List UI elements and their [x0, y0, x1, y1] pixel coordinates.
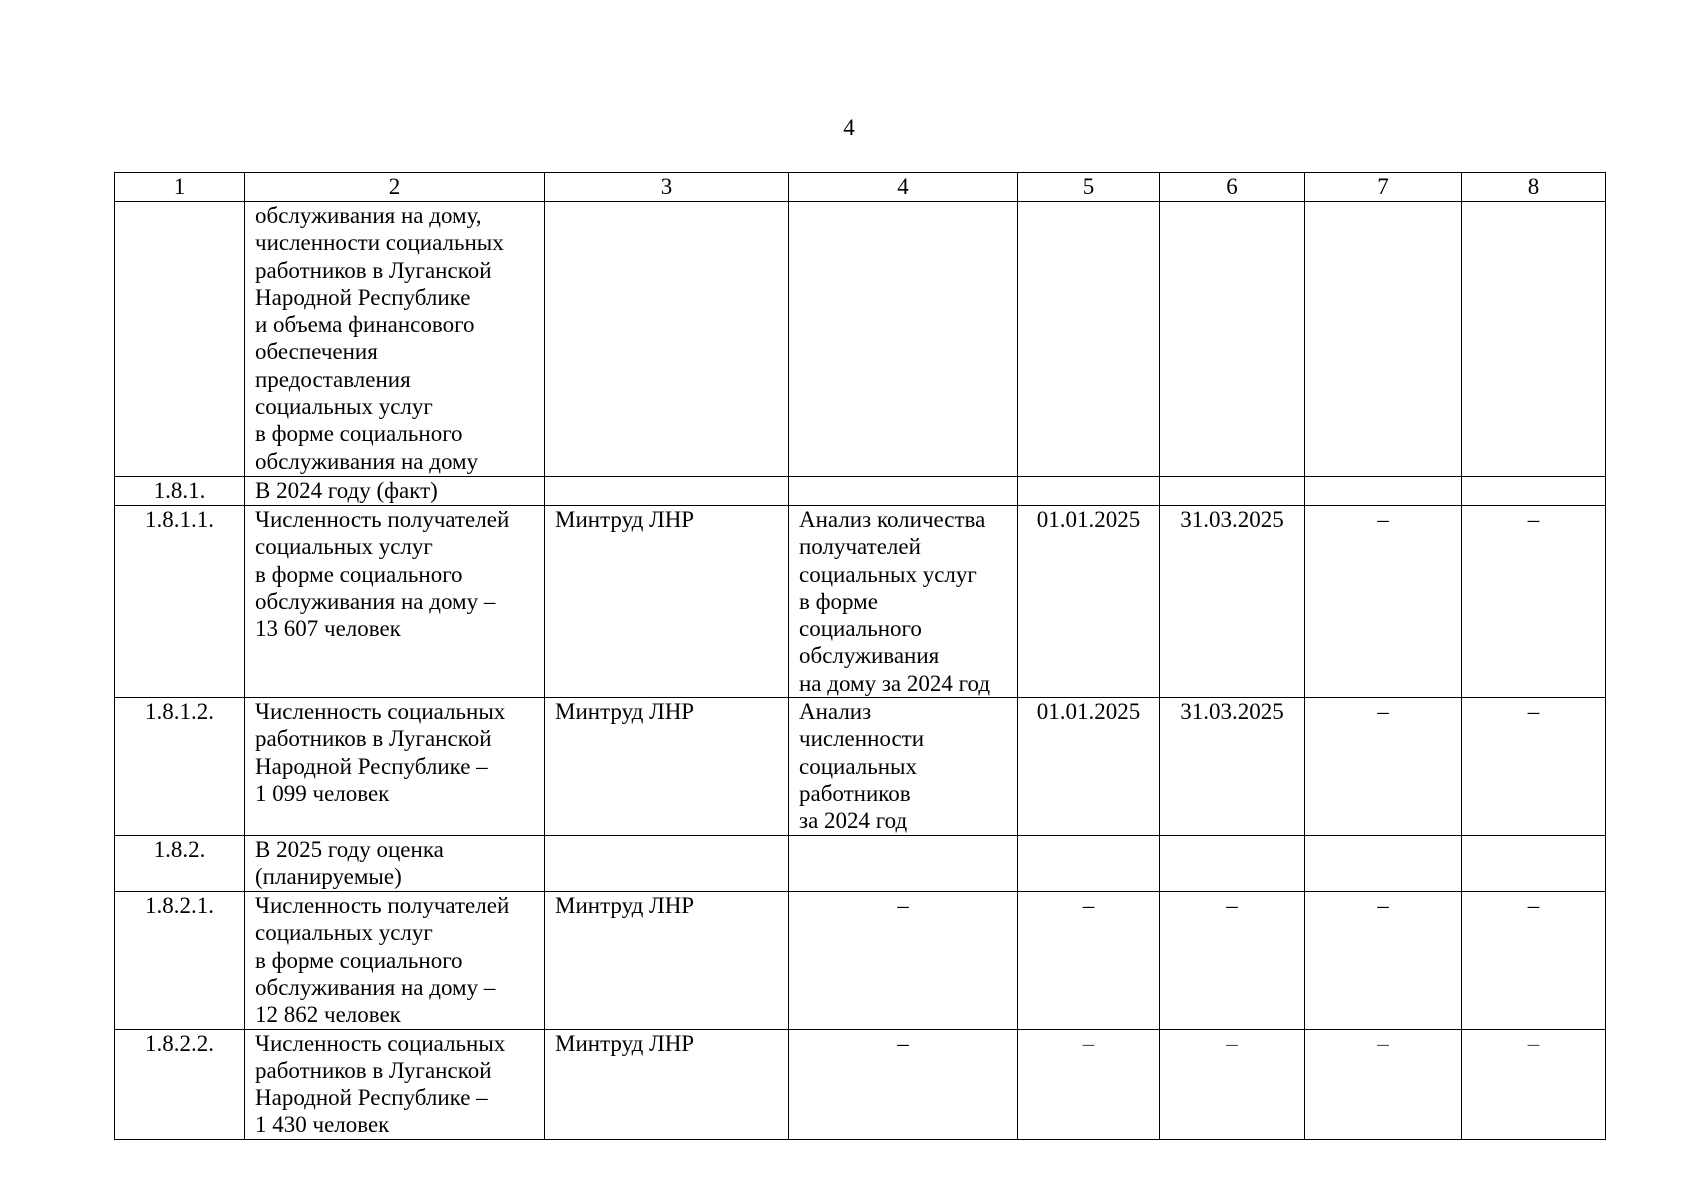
end-date-cell [1160, 836, 1305, 892]
end-date-cell: 31.03.2025 [1160, 698, 1305, 836]
col7-cell: – [1305, 698, 1462, 836]
item-number-cell [115, 202, 245, 477]
event-cell: – [789, 1029, 1018, 1139]
start-date-cell [1018, 202, 1160, 477]
table-row [115, 202, 1606, 477]
event-cell: Анализ численности социальных работников за 2024 год [789, 698, 1018, 836]
col8-cell: – [1462, 506, 1606, 698]
item-number-cell: 1.8.1.2. [115, 698, 245, 836]
start-date-cell: 01.01.2025 [1018, 698, 1160, 836]
column-header: 4 [789, 173, 1018, 202]
responsible-cell: Минтруд ЛНР [545, 1029, 789, 1139]
start-date-cell: – [1018, 892, 1160, 1029]
responsible-cell [545, 477, 789, 506]
item-number-cell: 1.8.2.2. [115, 1029, 245, 1139]
col7-cell: – [1305, 1029, 1462, 1139]
event-cell: – [789, 892, 1018, 1029]
start-date-cell [1018, 477, 1160, 506]
table-row [115, 892, 1606, 1029]
responsible-cell [545, 202, 789, 477]
col7-cell [1305, 836, 1462, 892]
col7-cell: – [1305, 506, 1462, 698]
item-description-cell: Численность получателей социальных услуг в форме социального обслуживания на дому – 12 862 человек [245, 892, 545, 1029]
item-description-cell: обслуживания на дому, численности социальных работников в Луганской Народной Республике и объема финансового обеспечения предоставления социальных услуг в форме социального обслуживания на дому [245, 202, 545, 477]
start-date-cell [1018, 836, 1160, 892]
column-header: 6 [1160, 173, 1305, 202]
col8-cell [1462, 836, 1606, 892]
col8-cell [1462, 202, 1606, 477]
item-description-cell: В 2025 году оценка (планируемые) [245, 836, 545, 892]
item-description-cell: В 2024 году (факт) [245, 477, 545, 506]
item-number-cell: 1.8.1.1. [115, 506, 245, 698]
col8-cell: – [1462, 1029, 1606, 1139]
responsible-cell: Минтруд ЛНР [545, 506, 789, 698]
table-row [115, 698, 1606, 836]
table-row [115, 836, 1606, 892]
table-header-row [115, 173, 1606, 202]
event-cell [789, 202, 1018, 477]
plan-table [114, 172, 1606, 1140]
column-header: 3 [545, 173, 789, 202]
end-date-cell: – [1160, 1029, 1305, 1139]
page-number: 4 [843, 115, 855, 140]
col7-cell [1305, 202, 1462, 477]
item-description-cell: Численность социальных работников в Луганской Народной Республике – 1 099 человек [245, 698, 545, 836]
col7-cell: – [1305, 892, 1462, 1029]
column-header: 8 [1462, 173, 1606, 202]
event-cell [789, 477, 1018, 506]
table-row [115, 1029, 1606, 1139]
col8-cell [1462, 477, 1606, 506]
item-number-cell: 1.8.1. [115, 477, 245, 506]
start-date-cell: – [1018, 1029, 1160, 1139]
end-date-cell: – [1160, 892, 1305, 1029]
table-row [115, 477, 1606, 506]
col8-cell: – [1462, 892, 1606, 1029]
responsible-cell: Минтруд ЛНР [545, 698, 789, 836]
table-row [115, 506, 1606, 698]
end-date-cell [1160, 202, 1305, 477]
start-date-cell: 01.01.2025 [1018, 506, 1160, 698]
responsible-cell [545, 836, 789, 892]
end-date-cell: 31.03.2025 [1160, 506, 1305, 698]
item-description-cell: Численность получателей социальных услуг в форме социального обслуживания на дому – 13 607 человек [245, 506, 545, 698]
column-header: 5 [1018, 173, 1160, 202]
column-header: 1 [115, 173, 245, 202]
col8-cell: – [1462, 698, 1606, 836]
item-number-cell: 1.8.2. [115, 836, 245, 892]
item-number-cell: 1.8.2.1. [115, 892, 245, 1029]
end-date-cell [1160, 477, 1305, 506]
col7-cell [1305, 477, 1462, 506]
responsible-cell: Минтруд ЛНР [545, 892, 789, 1029]
item-description-cell: Численность социальных работников в Луганской Народной Республике – 1 430 человек [245, 1029, 545, 1139]
event-cell [789, 836, 1018, 892]
event-cell: Анализ количества получателей социальных услуг в форме социального обслуживания на дому за 2024 год [789, 506, 1018, 698]
column-header: 7 [1305, 173, 1462, 202]
column-header: 2 [245, 173, 545, 202]
